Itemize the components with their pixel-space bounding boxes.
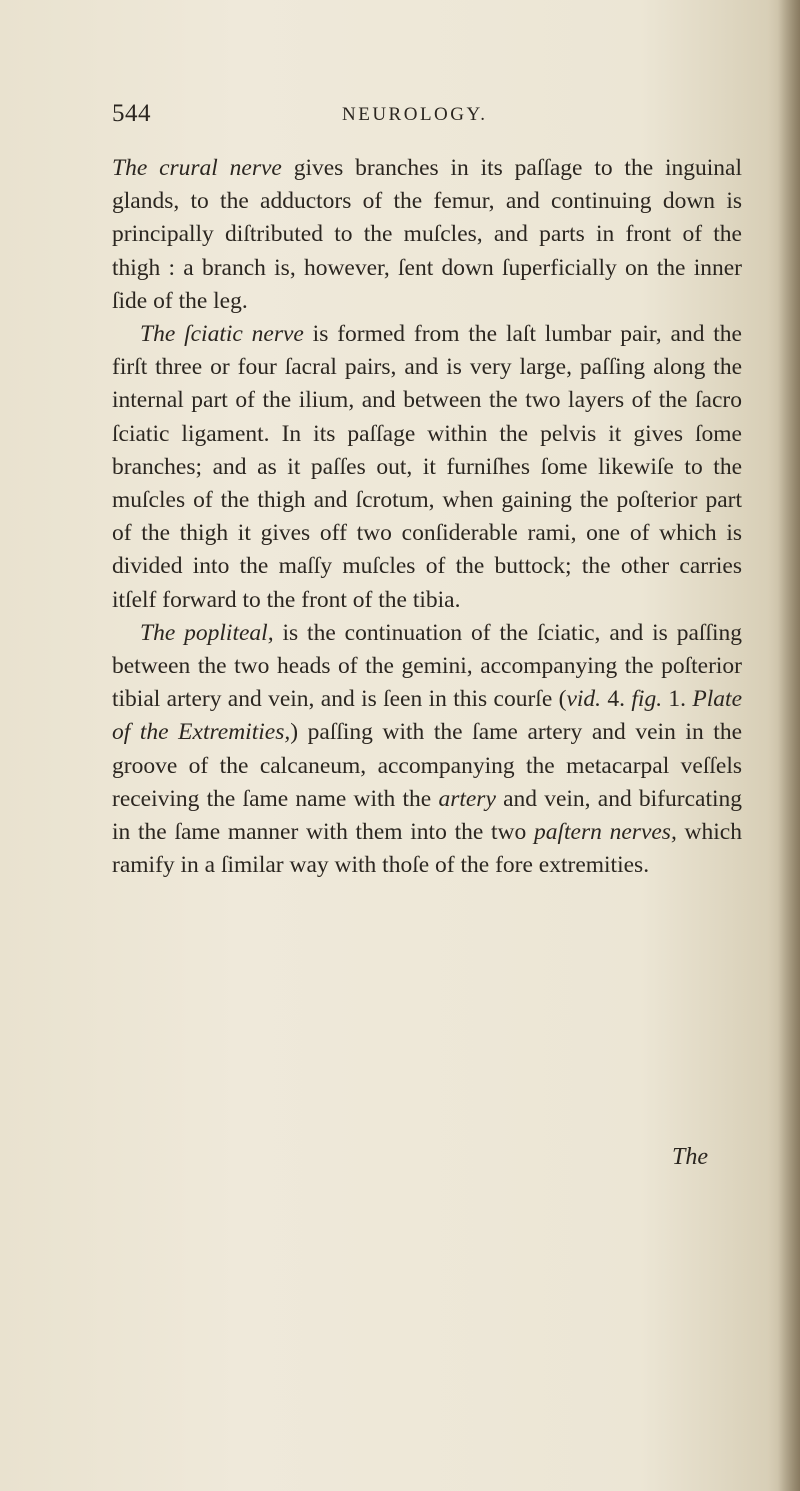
paragraph-text: gives branches in its paſſage to the inguinal glands, to the adductors of the femur, and continuing down is principally diſtributed to the muſcles, and parts in front of the thigh : a branch is, however, ſent down ſuperficially on the inner ſide of the leg. <box>112 155 742 314</box>
italic-run: paſtern nerves, <box>534 819 677 846</box>
paragraph-lead: The popliteal, <box>140 619 274 646</box>
body-text <box>112 152 742 882</box>
paragraph-sciatic-nerve <box>112 318 742 617</box>
italic-run: fig. <box>631 686 663 713</box>
italic-run: artery <box>438 785 496 812</box>
page-number: 544 <box>112 100 151 127</box>
text-run: 4. <box>601 686 632 713</box>
paragraph-crural-nerve <box>112 152 742 318</box>
running-head: NEUROLOGY. <box>342 104 488 125</box>
text-run: ) paſſing with the ſame artery and vein in the groove of the calcaneum, accompanying the metacarpal veſſels receiving the ſame name with the <box>112 719 743 812</box>
page-header <box>112 96 672 136</box>
text-run: which ramify in a ſimilar way with thoſe of the fore extremities. <box>112 819 742 879</box>
text-run: 1. <box>662 686 693 713</box>
text-run: and vein, and bifurcating in the ſame manner with them into the two <box>112 785 743 846</box>
paragraph-popliteal <box>112 617 742 883</box>
text-run: is the continuation of the ſciatic, and is paſſing between the two heads of the gemini, accompanying the poſterior tibial artery and vein, and is ſeen in this courſe ( <box>112 619 742 713</box>
italic-run: Plate of the Extremities, <box>112 686 743 746</box>
italic-run: vid. <box>566 686 602 713</box>
catchword: The <box>672 1144 708 1170</box>
paragraph-text: is formed from the laſt lumbar pair, and the firſt three or four ſacral pairs, and is very large, paſſing along the internal part of the ilium, and between the two layers of the ſacro ſciatic ligament. In its paſſage within the pelvis it gives ſome branches; and as it paſſes out, it furniſhes ſome likewiſe to the muſcles of the thigh and ſcrotum, when gaining the poſterior part of the thigh it gives off two conſiderable rami, one of which is divided into the maſſy muſcles of the buttock; the other carries itſelf forward to the front of the tibia. <box>112 321 742 613</box>
page-edge-shadow <box>778 0 800 1491</box>
paragraph-lead: The crural nerve <box>112 155 282 181</box>
paragraph-lead: The ſciatic nerve <box>140 321 304 348</box>
